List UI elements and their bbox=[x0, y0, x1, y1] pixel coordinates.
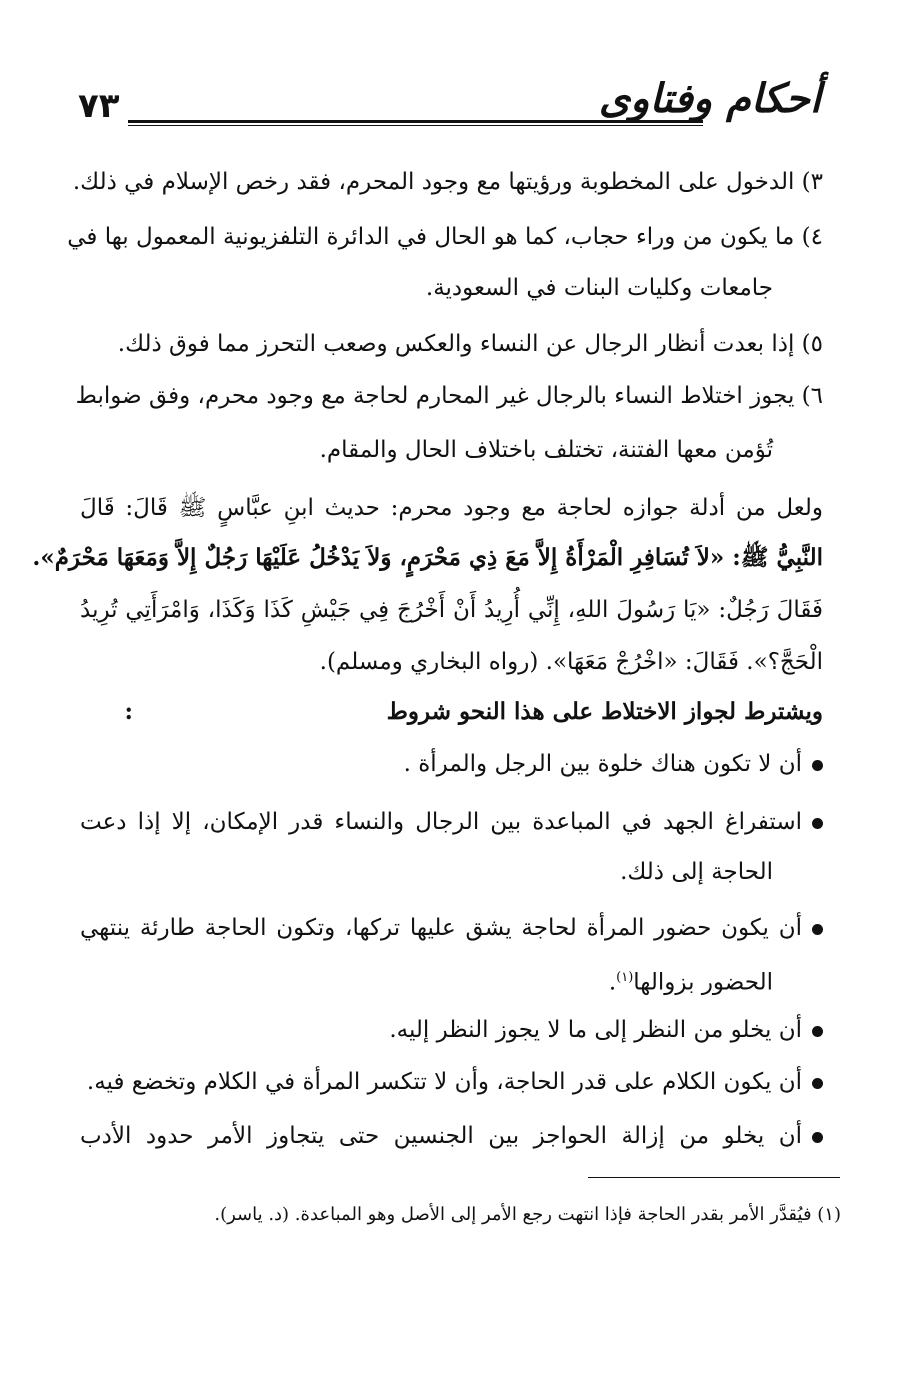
paragraph-1-line-2: النَّبِيُّ ﷺ: «لاَ تُسَافِرِ الْمَرْأَةُ إِلاَّ مَعَ ذِي مَحْرَمٍ، وَلاَ يَدْخُلُ عَلَيْهَا رَجُلٌ إِلاَّ وَمَعَهَا مَحْرَمٌ». bbox=[32, 544, 823, 571]
conditions-heading: ويشترط لجواز الاختلاط على هذا النحو شروط bbox=[386, 698, 823, 725]
bullet-3-line-2-end: . bbox=[608, 969, 617, 996]
bullet-2-line-2: الحاجة إلى ذلك. bbox=[620, 859, 773, 885]
bullet-2-line-1 bbox=[80, 800, 823, 844]
item-4-line-1: ٤) ما يكون من وراء حجاب، كما هو الحال في الدائرة التلفزيونية المعمول بها في bbox=[67, 224, 823, 250]
bullet-3-line-2-text: الحضور بزوالها bbox=[633, 969, 773, 996]
bullet-3-text: أن يكون حضور المرأة لحاجة يشق عليها تركها، وتكون الحاجة طارئة ينتهي bbox=[80, 915, 802, 941]
paragraph-1-line-3: فَقَالَ رَجُلٌ: «يَا رَسُولَ اللهِ، إِنِّي أُرِيدُ أَنْ أَخْرُجَ فِي جَيْشِ كَذَا وَكَذَا، وَامْرَأَتِي تُرِيدُ bbox=[80, 597, 823, 623]
bullet-6-text: أن يخلو من إزالة الحواجز بين الجنسين حتى يتجاوز الأمر حدود الأدب bbox=[80, 1123, 802, 1149]
footnote-1: (١) فيُقدَّر الأمر بقدر الحاجة فإذا انتهت رجع الأمر إلى الأصل وهو المباعدة. (د. ياسر). bbox=[214, 1204, 841, 1225]
bullet-6 bbox=[80, 1114, 823, 1158]
running-title: أحكام وفتاوى bbox=[598, 75, 821, 122]
item-3-line-1: ٣) الدخول على المخطوبة ورؤيتها مع وجود المحرم، فقد رخص الإسلام في ذلك. bbox=[72, 169, 823, 195]
bullet-3-line-2 bbox=[609, 956, 773, 1005]
bullet-5 bbox=[87, 1060, 823, 1104]
bullet-dot bbox=[812, 924, 823, 935]
item-6-line-1: ٦) يجوز اختلاط النساء بالرجال غير المحارم لحاجة مع وجود محرم، وفق ضوابط bbox=[75, 383, 823, 409]
bullet-dot bbox=[812, 1078, 823, 1089]
conditions-heading-colon: : bbox=[124, 698, 133, 725]
bullet-1 bbox=[404, 742, 823, 786]
bullet-3-line-1 bbox=[80, 906, 823, 950]
page-number: ٧٣ bbox=[78, 86, 120, 126]
item-6-line-2: تُؤمن معها الفتنة، تختلف باختلاف الحال والمقام. bbox=[319, 437, 773, 463]
bullet-4 bbox=[389, 1008, 823, 1052]
bullet-dot bbox=[812, 760, 823, 771]
bullet-dot bbox=[812, 1132, 823, 1143]
footnote-rule bbox=[588, 1177, 840, 1178]
bullet-1-text: أن لا تكون هناك خلوة بين الرجل والمرأة . bbox=[403, 751, 802, 777]
paragraph-1-line-4: الْحَجَّ؟». فَقَالَ: «اخْرُجْ مَعَهَا». (رواه البخاري ومسلم). bbox=[319, 649, 823, 675]
bullet-2-text: استفراغ الجهد في المباعدة بين الرجال والنساء قدر الإمكان، إلا إذا دعت bbox=[80, 809, 802, 835]
bullet-4-text: أن يخلو من النظر إلى ما لا يجوز النظر إليه. bbox=[389, 1017, 802, 1043]
bullet-dot bbox=[812, 818, 823, 829]
bullet-dot bbox=[812, 1026, 823, 1037]
bullet-5-text: أن يكون الكلام على قدر الحاجة، وأن لا تتكسر المرأة في الكلام وتخضع فيه. bbox=[86, 1069, 802, 1095]
paragraph-1-line-1: ولعل من أدلة جوازه لحاجة مع وجود محرم: حديث ابنِ عبَّاسٍ ﷺ قَالَ: قَالَ bbox=[80, 495, 823, 521]
item-5-line-1: ٥) إذا بعدت أنظار الرجال عن النساء والعكس وصعب التحرز مما فوق ذلك. bbox=[117, 331, 823, 357]
item-4-line-2: جامعات وكليات البنات في السعودية. bbox=[425, 275, 773, 301]
footnote-ref[interactable]: (١) bbox=[616, 970, 634, 985]
